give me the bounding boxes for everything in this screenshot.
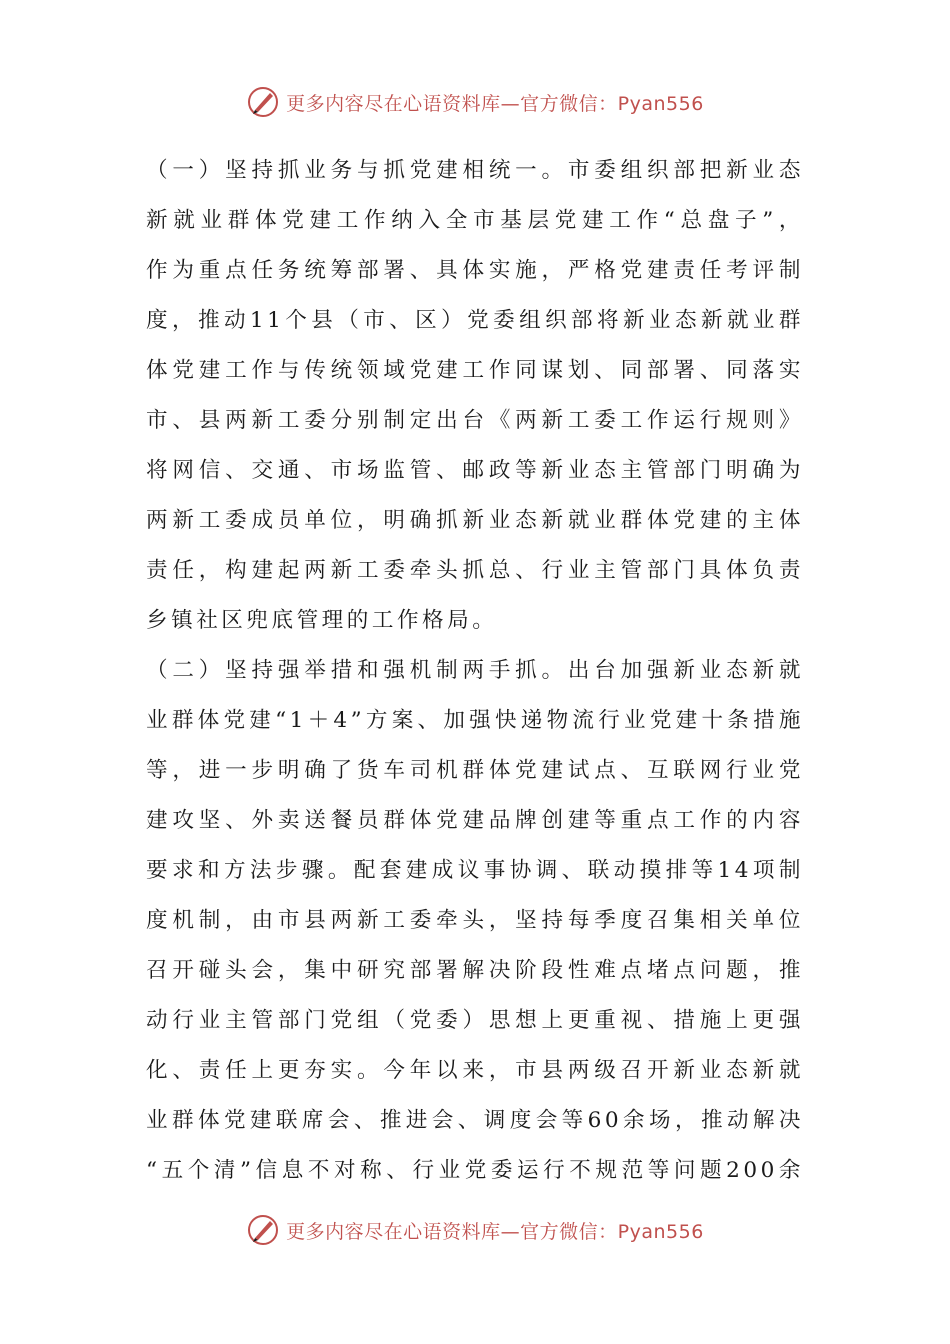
text-line: 两新工委成员单位，明确抓新业态新就业群体党建的主体 [146, 508, 804, 533]
text-line: 市、县两新工委分别制定出台《两新工委工作运行规则》 [146, 408, 804, 433]
text-line: 体党建工作与传统领域党建工作同谋划、同部署、同落实 [146, 358, 804, 383]
watermark-text: 更多内容尽在心语资料库—官方微信：Pyan556 [286, 92, 704, 115]
text-line: 新就业群体党建工作纳入全市基层党建工作“总盘子”， [146, 208, 804, 233]
text-line: 将网信、交通、市场监管、邮政等新业态主管部门明确为 [146, 458, 804, 483]
watermark-text: 更多内容尽在心语资料库—官方微信：Pyan556 [286, 1220, 704, 1243]
text-line: 建攻坚、外卖送餐员群体党建品牌创建等重点工作的内容 [146, 808, 804, 833]
text-line: （一）坚持抓业务与抓党建相统一。市委组织部把新业态 [146, 158, 804, 183]
header-watermark [0, 82, 950, 122]
text-line: 作为重点任务统筹部署、具体实施，严格党建责任考评制 [146, 258, 804, 283]
text-line: “五个清”信息不对称、行业党委运行不规范等问题200余 [146, 1158, 804, 1183]
text-line: 责任，构建起两新工委牵头抓总、行业主管部门具体负责 [146, 558, 804, 583]
pen-logo-icon [246, 1213, 280, 1247]
text-line: 度机制，由市县两新工委牵头，坚持每季度召集相关单位 [146, 908, 804, 933]
text-line: 要求和方法步骤。配套建成议事协调、联动摸排等14项制 [146, 858, 804, 883]
text-line: 动行业主管部门党组（党委）思想上更重视、措施上更强 [146, 1008, 804, 1033]
text-line: 度，推动11个县（市、区）党委组织部将新业态新就业群 [146, 308, 804, 333]
text-line: 乡镇社区兜底管理的工作格局。 [146, 608, 498, 633]
text-line: 召开碰头会，集中研究部署解决阶段性难点堵点问题，推 [146, 958, 804, 983]
text-line: 业群体党建联席会、推进会、调度会等60余场，推动解决 [146, 1108, 804, 1133]
text-line: 化、责任上更夯实。今年以来，市县两级召开新业态新就 [146, 1058, 804, 1083]
text-line: 业群体党建“1＋4”方案、加强快递物流行业党建十条措施 [146, 708, 804, 733]
document-body [146, 146, 804, 1196]
footer-watermark [0, 1210, 950, 1250]
text-line: （二）坚持强举措和强机制两手抓。出台加强新业态新就 [146, 658, 804, 683]
text-line: 等，进一步明确了货车司机群体党建试点、互联网行业党 [146, 758, 804, 783]
pen-logo-icon [246, 85, 280, 119]
